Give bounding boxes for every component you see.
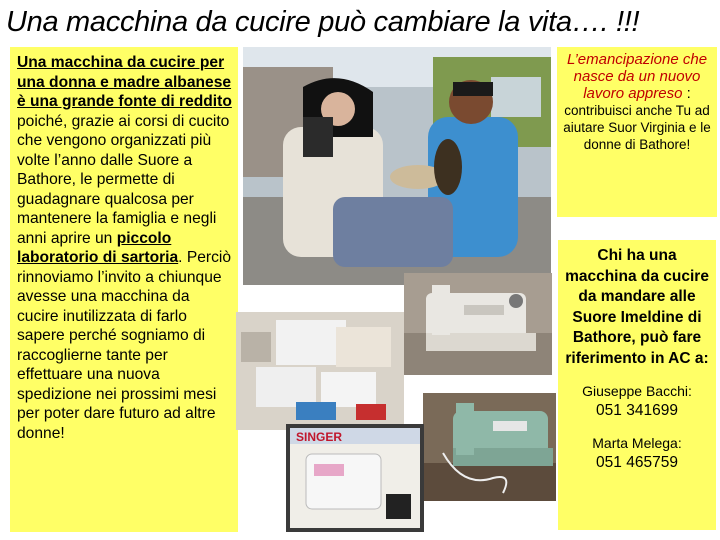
contact-name: Marta Melega: [592,435,682,451]
left-text-panel [10,47,238,532]
emancipation-text: contribuisci anche Tu ad aiutare Suor Virginia e le donne di Bathore! [563,103,711,152]
contact-entry [562,433,712,473]
photo-singer-box [286,424,424,532]
body-text-1: poiché, grazie ai corsi di cucito che vengono organizzati più volte l’anno dalle Suore a Bathore, le permette di guadagnare qualcosa per mantenere la famiglia e negli anni aprire un [17,112,230,247]
contact-panel [558,240,716,530]
page-title: Una macchina da cucire può cambiare la vita…. !!! [6,6,640,38]
contact-heading: Chi ha una macchina da cucire da mandare alle Suore Imeldine di Bathore, può fare riferimento in AC a: [565,247,709,367]
contact-name: Giuseppe Bacchi: [582,383,692,399]
emancipation-panel [557,47,717,217]
body-text-2: . Perciò rinnoviamo l’invito a chiunque avesse una macchina da cucire inutilizzata di farlo sapere perché sogniamo di raccoglierne tante per effettuare una nuova spedizione nei prossimi mesi per poter dare futuro ad altre donne! [17,249,232,442]
contact-entry [562,381,712,421]
photo-sewing-kit [236,312,404,430]
emancipation-heading: L’emancipazione che nasce da un nuovo lavoro appreso [566,51,708,102]
highlight-text: Una macchina da cucire per una donna e madre albanese è una grande fonte di reddito [17,54,232,110]
singer-brand-text: SINGER [296,430,343,444]
contact-phone: 051 341699 [596,402,678,419]
photo-sewing-machine-white [404,273,552,375]
photo-nun-with-women [243,47,551,285]
contact-phone: 051 465759 [596,454,678,471]
photo-sewing-machine-green [423,393,556,501]
highlight-text-2: piccolo laboratorio di sartoria [17,229,179,266]
emancipation-colon: : [682,85,691,102]
